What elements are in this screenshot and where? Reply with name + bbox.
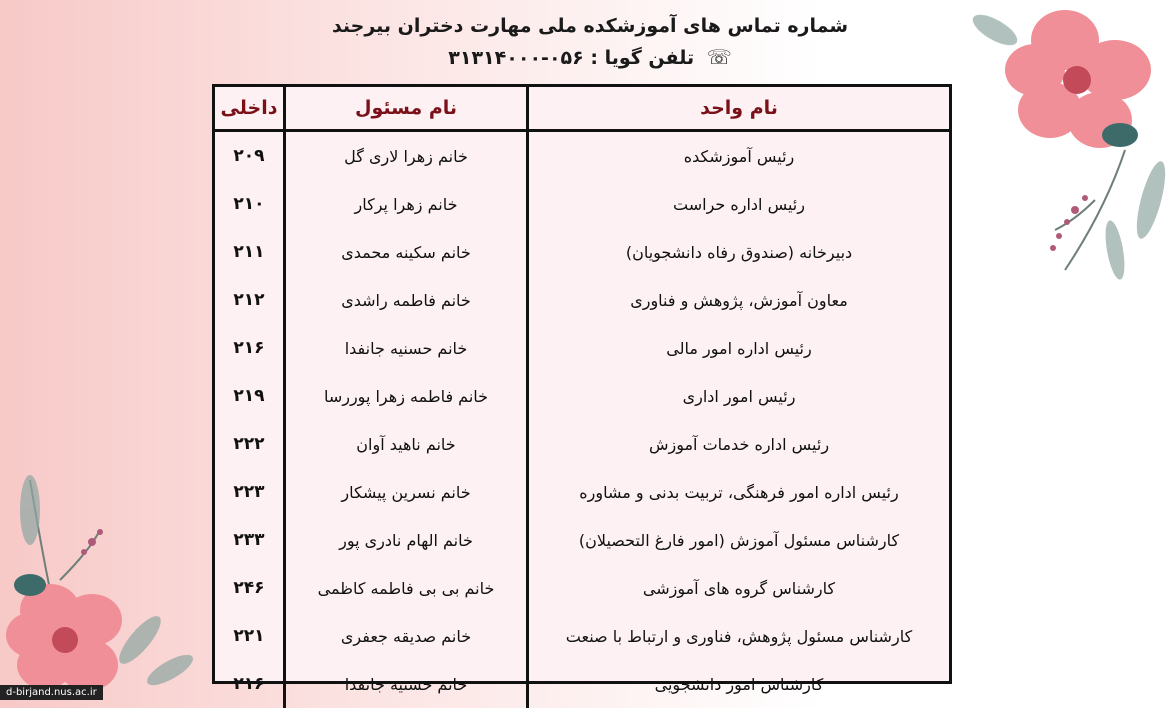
table-row <box>215 228 949 276</box>
table-row <box>215 276 949 324</box>
table-row <box>215 324 949 372</box>
cell-unit: رئیس اداره خدمات آموزش <box>528 420 950 468</box>
table-row <box>215 180 949 228</box>
cell-ext: ۲۱۱ <box>233 242 265 262</box>
cell-name: خانم زهرا پرکار <box>285 180 528 228</box>
column-header-name: نام مسئول <box>285 87 528 131</box>
contacts-table-container <box>212 84 952 694</box>
cell-ext: ۲۲۳ <box>233 482 265 502</box>
cell-unit: کارشناس گروه های آموزشی <box>528 564 950 612</box>
cell-name: خانم فاطمه زهرا پوررسا <box>285 372 528 420</box>
cell-name: خانم سکینه محمدی <box>285 228 528 276</box>
table-row <box>215 468 949 516</box>
table-row <box>215 564 949 612</box>
cell-ext: ۲۰۹ <box>233 146 265 166</box>
table-header-row <box>215 87 949 131</box>
cell-name: خانم الهام نادری پور <box>285 516 528 564</box>
table-row <box>215 660 949 708</box>
cell-ext: ۲۴۶ <box>233 578 265 598</box>
cell-unit: رئیس اداره امور فرهنگی، تربیت بدنی و مشاوره <box>528 468 950 516</box>
cell-name: خانم نسرین پیشکار <box>285 468 528 516</box>
cell-ext: ۲۱۰ <box>233 194 265 214</box>
cell-unit: کارشناس امور دانشجویی <box>528 660 950 708</box>
cell-name: خانم فاطمه راشدی <box>285 276 528 324</box>
cell-name: خانم حسنیه جانفدا <box>285 324 528 372</box>
cell-ext: ۲۱۶ <box>233 674 265 694</box>
phone-label: تلفن گویا : <box>590 47 695 69</box>
flower-decoration-top-right <box>955 0 1176 290</box>
flower-decoration-bottom-left <box>0 470 200 700</box>
cell-name: خانم حسنیه جانفدا <box>285 660 528 708</box>
phone-line <box>250 42 930 73</box>
cell-name: خانم زهرا لاری گل <box>285 131 528 181</box>
site-url[interactable]: d-birjand.nus.ac.ir <box>0 685 103 700</box>
table-row <box>215 612 949 660</box>
page-title: شماره تماس های آموزشکده ملی مهارت دختران بیرجند <box>331 15 849 37</box>
cell-name: خانم بی بی فاطمه کاظمی <box>285 564 528 612</box>
contacts-table <box>215 87 949 708</box>
table-row <box>215 131 949 181</box>
page-header <box>250 10 930 73</box>
cell-unit: رئیس اداره امور مالی <box>528 324 950 372</box>
table-row <box>215 372 949 420</box>
cell-unit: رئیس امور اداری <box>528 372 950 420</box>
cell-ext: ۲۲۲ <box>233 434 265 454</box>
column-header-ext: داخلی <box>215 87 285 131</box>
column-header-unit: نام واحد <box>528 87 950 131</box>
cell-unit: کارشناس مسئول پژوهش، فناوری و ارتباط با صنعت <box>528 612 950 660</box>
cell-ext: ۲۲۱ <box>233 626 265 646</box>
cell-name: خانم ناهید آوان <box>285 420 528 468</box>
cell-ext: ۲۱۹ <box>233 386 265 406</box>
cell-ext: ۲۱۲ <box>233 290 265 310</box>
table-row <box>215 516 949 564</box>
phone-number: ۰۵۶-۳۱۳۱۴۰۰۰ <box>448 47 584 69</box>
cell-unit: رئیس آموزشکده <box>528 131 950 181</box>
cell-unit: دبیرخانه (صندوق رفاه دانشجویان) <box>528 228 950 276</box>
cell-name: خانم صدیقه جعفری <box>285 612 528 660</box>
table-row <box>215 420 949 468</box>
cell-unit: رئیس اداره حراست <box>528 180 950 228</box>
cell-unit: کارشناس مسئول آموزش (امور فارغ التحصیلان) <box>528 516 950 564</box>
cell-unit: معاون آموزش، پژوهش و فناوری <box>528 276 950 324</box>
cell-ext: ۲۳۳ <box>233 530 265 550</box>
cell-ext: ۲۱۶ <box>233 338 265 358</box>
telephone-icon: ☏ <box>706 45 732 69</box>
